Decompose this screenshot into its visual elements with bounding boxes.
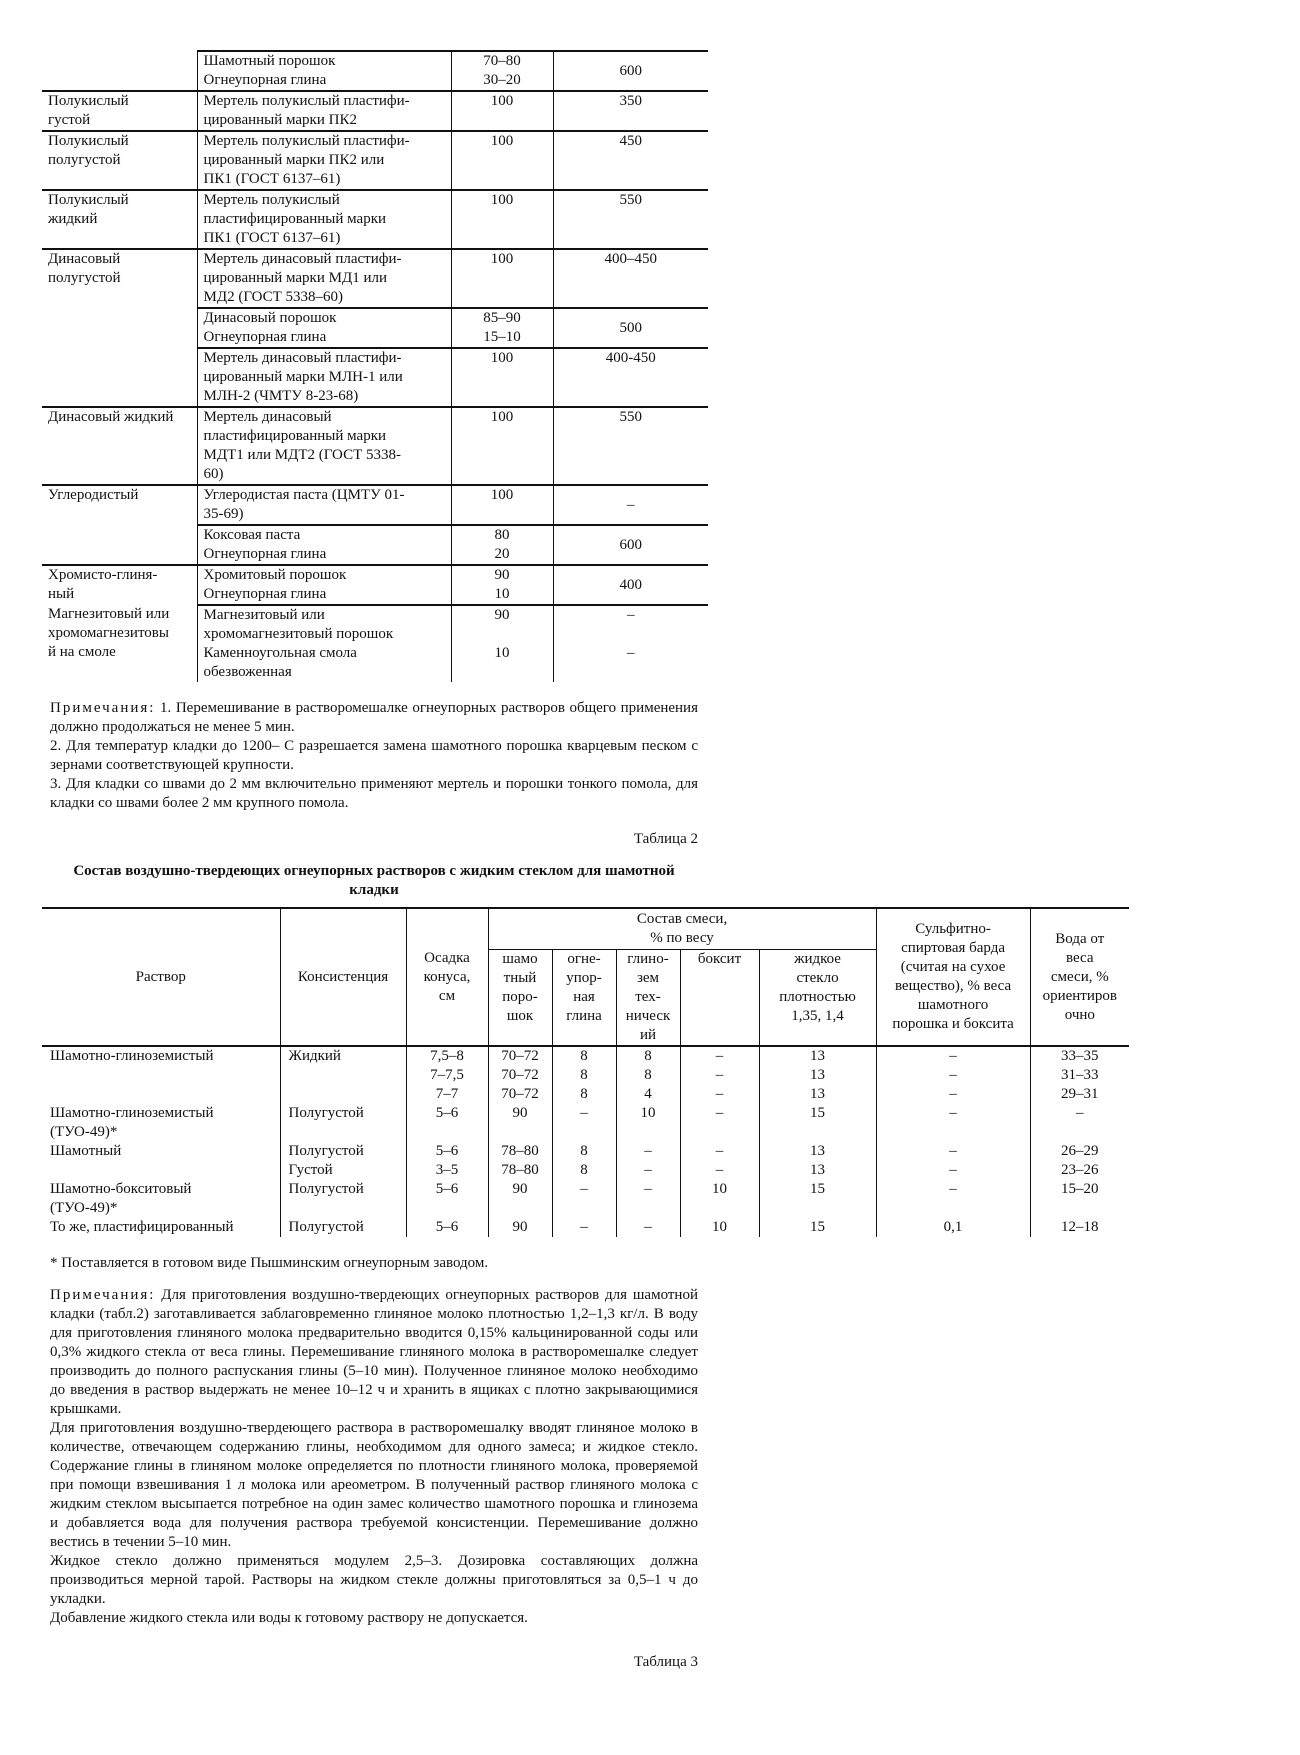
glass-cell: 13 (759, 1085, 876, 1104)
temperature-cell: 600 (553, 525, 708, 565)
solution-cell: То же, пластифицированный (50, 1219, 234, 1235)
table2-notes (50, 1286, 698, 1628)
sulfite-cell: – (876, 1142, 1030, 1161)
water-cell: 12–18 (1030, 1218, 1129, 1237)
sulfite-cell: – (876, 1085, 1030, 1104)
table-row (42, 1180, 1129, 1218)
temperature-cell: – – (553, 605, 708, 682)
mortar-type-cell (42, 51, 197, 91)
clay-cell: – (552, 1104, 616, 1142)
chamotte-cell: 90 (488, 1218, 552, 1237)
water-cell: 29–31 (1030, 1085, 1129, 1104)
sulfite-cell: – (876, 1161, 1030, 1180)
air-hardening-mortar-table (42, 907, 1129, 1237)
glass-cell: 15 (759, 1218, 876, 1237)
note-paragraph-2: Для приготовления воздушно-твердеющего раствора в растворомешалку вводят глиняное молоко в количестве, отвечающем содержанию глины, необходимом для одного замеса; и жидкое стекло. Содержание глины в глиняном молоке определяется по плотности глиняного молока, проверяемой при помощи взвешивания 1 л молока или ареометром. В полученный раствор глиняного молока с жидким стеклом высыпается потребное на один замес количество шамотного порошка и глинозема и добавляется вода для получения раствора требуемой консистенции. Перемешивание должно вестись в течении 5–10 мин. (50, 1420, 698, 1550)
material-cell: Мертель полукислый пластифи- цированный марки ПК2 (197, 91, 451, 131)
alumina-cell: – (616, 1161, 680, 1180)
temperature-cell: 450 (553, 131, 708, 190)
mortar-type-cell (42, 525, 197, 565)
table-row (42, 1066, 1129, 1085)
percent-cell: 80 20 (451, 525, 553, 565)
mortar-type-cell: Углеродистый (42, 485, 197, 525)
sulfite-cell: – (876, 1104, 1030, 1142)
percent-cell: 100 (451, 249, 553, 308)
table-row (42, 1085, 1129, 1104)
table3-caption: Таблица 3 (633, 1654, 698, 1670)
col-header-consistency: Консистенция (280, 908, 406, 1046)
temperature-cell: 500 (553, 308, 708, 348)
notes-label: Примечания: (50, 700, 156, 716)
chamotte-cell: 90 (488, 1104, 552, 1142)
solution-cell: Шамотный (50, 1143, 122, 1159)
consistency-cell (280, 1085, 406, 1104)
alumina-cell: 10 (616, 1104, 680, 1142)
slump-cell: 7,5–8 (406, 1046, 488, 1066)
chamotte-cell: 78–80 (488, 1161, 552, 1180)
mortar-type-cell: Полукислый полугустой (42, 131, 197, 190)
chamotte-cell: 70–72 (488, 1046, 552, 1066)
note-paragraph-1: Для приготовления воздушно-твердеющих огнеупорных растворов для шамотной кладки (табл.2) заготавливается заблаговременно глиняное молоко плотностью 1,2–1,3 кг/л. В воду для приготовления глиняного молока предварительно вводится 0,15% кальцинированной соды или 0,3% жидкого стекла от веса глины. Перемешивание глиняного молока в растворомешалке следует производить до полного распускания глины (5–10 мин). Полученное глиняное молоко необходимо до введения в раствор выдержать не менее 10–12 ч и хранить в ящиках с плотно закрывающимися крышками. (50, 1287, 698, 1417)
col-header-alumina: глино- зем тех- ническ ий (616, 950, 680, 1047)
table-row (42, 525, 708, 565)
solution-cell (42, 1161, 280, 1180)
refractory-mortar-table-continued (42, 50, 708, 682)
chamotte-cell: 70–72 (488, 1085, 552, 1104)
bauxite-cell: – (680, 1066, 759, 1085)
percent-cell: 100 (451, 407, 553, 485)
bauxite-cell: 10 (680, 1218, 759, 1237)
table-row (42, 1142, 1129, 1161)
clay-cell: – (552, 1180, 616, 1218)
temperature-cell: 600 (553, 51, 708, 91)
clay-cell: 8 (552, 1142, 616, 1161)
bauxite-cell: – (680, 1104, 759, 1142)
col-header-water: Вода от веса смеси, % ориентиров очно (1030, 908, 1129, 1046)
sulfite-cell: – (876, 1066, 1030, 1085)
table-row (42, 1218, 1129, 1237)
bauxite-cell: – (680, 1142, 759, 1161)
percent-cell: 100 (451, 190, 553, 249)
alumina-cell: 4 (616, 1085, 680, 1104)
slump-cell: 7–7,5 (406, 1066, 488, 1085)
note-paragraph-3: Жидкое стекло должно применяться модулем 2,5–3. Дозировка составляющих должна производиться мерной тарой. Растворы на жидком стекле должны приготовляться за 0,5–1 ч до укладки. (50, 1553, 698, 1607)
bauxite-cell: – (680, 1161, 759, 1180)
glass-cell: 15 (759, 1180, 876, 1218)
solution-cell (42, 1085, 280, 1104)
consistency-cell: Жидкий (280, 1046, 406, 1066)
mortar-type-cell (42, 348, 197, 407)
material-cell: Мертель динасовый пластифицированный марки МДТ1 или МДТ2 (ГОСТ 5338- 60) (197, 407, 451, 485)
mortar-type-cell: Хромисто-глиня- ный (42, 565, 197, 605)
water-cell: 31–33 (1030, 1066, 1129, 1085)
table-row (42, 407, 708, 485)
water-cell: 26–29 (1030, 1142, 1129, 1161)
slump-cell: 5–6 (406, 1218, 488, 1237)
table2-footnote: * Поставляется в готовом виде Пышминским огнеупорным заводом. (50, 1255, 489, 1271)
sulfite-cell: – (876, 1046, 1030, 1066)
percent-cell: 90 10 (451, 565, 553, 605)
percent-cell: 85–90 15–10 (451, 308, 553, 348)
note-3: 3. Для кладки со швами до 2 мм включительно применяют мертель и порошки тонкого помола, для кладки со швами более 2 мм крупного помола. (50, 776, 698, 811)
slump-cell: 5–6 (406, 1180, 488, 1218)
table2-title: Состав воздушно-твердеющих огнеупорных растворов с жидким стеклом для шамотной кладки (73, 863, 675, 898)
temperature-cell: 350 (553, 91, 708, 131)
solution-cell: Шамотно-глиноземистый (50, 1048, 214, 1064)
temperature-cell: 400–450 (553, 249, 708, 308)
note-1: 1. Перемешивание в растворомешалке огнеупорных растворов общего применения должно продолжаться не менее 5 мин. (50, 700, 698, 735)
bauxite-cell: – (680, 1046, 759, 1066)
table-row (42, 308, 708, 348)
bauxite-cell: 10 (680, 1180, 759, 1218)
mortar-type-cell: Магнезитовый или хромомагнезитовы й на смоле (48, 606, 170, 660)
sulfite-cell: – (876, 1180, 1030, 1218)
consistency-cell: Полугустой (280, 1104, 406, 1142)
table2-caption: Таблица 2 (633, 831, 698, 847)
consistency-cell: Полугустой (280, 1142, 406, 1161)
table1-notes (50, 699, 698, 813)
col-header-chamotte: шамо тный поро- шок (488, 950, 552, 1047)
col-header-slump: Осадка конуса, см (406, 908, 488, 1046)
clay-cell: 8 (552, 1161, 616, 1180)
alumina-cell: 8 (616, 1046, 680, 1066)
sulfite-cell: 0,1 (876, 1218, 1030, 1237)
table-row (42, 190, 708, 249)
slump-cell: 7–7 (406, 1085, 488, 1104)
col-header-bauxite: боксит (680, 950, 759, 1047)
temperature-cell: 400-450 (553, 348, 708, 407)
clay-cell: 8 (552, 1085, 616, 1104)
col-header-liquid-glass: жидкое стекло плотностью 1,35, 1,4 (759, 950, 876, 1047)
table-row (42, 485, 708, 525)
alumina-cell: 8 (616, 1066, 680, 1085)
material-cell: Углеродистая паста (ЦМТУ 01- 35-69) (197, 485, 451, 525)
table-row (42, 51, 708, 91)
percent-cell: 100 (451, 131, 553, 190)
percent-cell: 100 (451, 91, 553, 131)
table-row (42, 249, 708, 308)
notes-label: Примечания: (50, 1287, 156, 1303)
chamotte-cell: 78–80 (488, 1142, 552, 1161)
temperature-cell: 400 (553, 565, 708, 605)
col-header-mix-composition: Состав смеси, % по весу (488, 908, 876, 950)
water-cell: 23–26 (1030, 1161, 1129, 1180)
table-row (42, 605, 708, 682)
percent-cell: 70–80 30–20 (451, 51, 553, 91)
water-cell: 33–35 (1030, 1046, 1129, 1066)
table-row (42, 565, 708, 605)
material-cell: Динасовый порошок Огнеупорная глина (197, 308, 451, 348)
percent-cell: 100 (451, 485, 553, 525)
temperature-cell: 550 (553, 190, 708, 249)
material-cell: Коксовая паста Огнеупорная глина (197, 525, 451, 565)
percent-cell: 90 10 (451, 605, 553, 682)
water-cell: – (1030, 1104, 1129, 1142)
chamotte-cell: 90 (488, 1180, 552, 1218)
col-header-solution: Раствор (42, 908, 280, 1046)
table-row (42, 1104, 1129, 1142)
glass-cell: 15 (759, 1104, 876, 1142)
col-header-sulfite: Сульфитно- спиртовая барда (считая на сухое вещество), % веса шамотного порошка и боксита (876, 908, 1030, 1046)
solution-cell: Шамотно-бокситовый (ТУО-49)* (50, 1181, 192, 1216)
alumina-cell: – (616, 1142, 680, 1161)
note-paragraph-4: Добавление жидкого стекла или воды к готовому раствору не допускается. (50, 1610, 528, 1626)
consistency-cell (280, 1066, 406, 1085)
material-cell: Шамотный порошок Огнеупорная глина (197, 51, 451, 91)
glass-cell: 13 (759, 1142, 876, 1161)
water-cell: 15–20 (1030, 1180, 1129, 1218)
chamotte-cell: 70–72 (488, 1066, 552, 1085)
percent-cell: 100 (451, 348, 553, 407)
material-cell: Мертель полукислый пластифицированный марки ПК1 (ГОСТ 6137–61) (197, 190, 451, 249)
table-row (42, 1161, 1129, 1180)
slump-cell: 5–6 (406, 1142, 488, 1161)
clay-cell: 8 (552, 1046, 616, 1066)
alumina-cell: – (616, 1180, 680, 1218)
solution-cell (42, 1066, 280, 1085)
col-header-clay: огне- упор- ная глина (552, 950, 616, 1047)
material-cell: Магнезитовый или хромомагнезитовый порошок Каменноугольная смола обезвоженная (197, 605, 451, 682)
slump-cell: 3–5 (406, 1161, 488, 1180)
mortar-type-cell: Динасовый жидкий (42, 407, 197, 485)
table-row (42, 1046, 1129, 1066)
mortar-type-cell (42, 308, 197, 348)
consistency-cell: Полугустой (280, 1218, 406, 1237)
clay-cell: – (552, 1218, 616, 1237)
slump-cell: 5–6 (406, 1104, 488, 1142)
mortar-type-cell: Полукислый густой (42, 91, 197, 131)
temperature-cell: 550 (553, 407, 708, 485)
solution-cell: Шамотно-глиноземистый (ТУО-49)* (50, 1105, 214, 1140)
alumina-cell: – (616, 1218, 680, 1237)
material-cell: Мертель полукислый пластифи- цированный марки ПК2 или ПК1 (ГОСТ 6137–61) (197, 131, 451, 190)
material-cell: Хромитовый порошок Огнеупорная глина (197, 565, 451, 605)
glass-cell: 13 (759, 1066, 876, 1085)
glass-cell: 13 (759, 1046, 876, 1066)
temperature-cell: – (553, 485, 708, 525)
consistency-cell: Полугустой (280, 1180, 406, 1218)
note-2: 2. Для температур кладки до 1200– С разрешается замена шамотного порошка кварцевым песком с зернами соответствующей крупности. (50, 738, 698, 773)
material-cell: Мертель динасовый пластифи- цированный марки МД1 или МД2 (ГОСТ 5338–60) (197, 249, 451, 308)
bauxite-cell: – (680, 1085, 759, 1104)
material-cell: Мертель динасовый пластифи- цированный марки МЛН-1 или МЛН-2 (ЧМТУ 8-23-68) (197, 348, 451, 407)
table-row (42, 348, 708, 407)
clay-cell: 8 (552, 1066, 616, 1085)
table-row (42, 91, 708, 131)
glass-cell: 13 (759, 1161, 876, 1180)
consistency-cell: Густой (280, 1161, 406, 1180)
mortar-type-cell: Динасовый полугустой (42, 249, 197, 308)
table-row (42, 131, 708, 190)
mortar-type-cell: Полукислый жидкий (42, 190, 197, 249)
